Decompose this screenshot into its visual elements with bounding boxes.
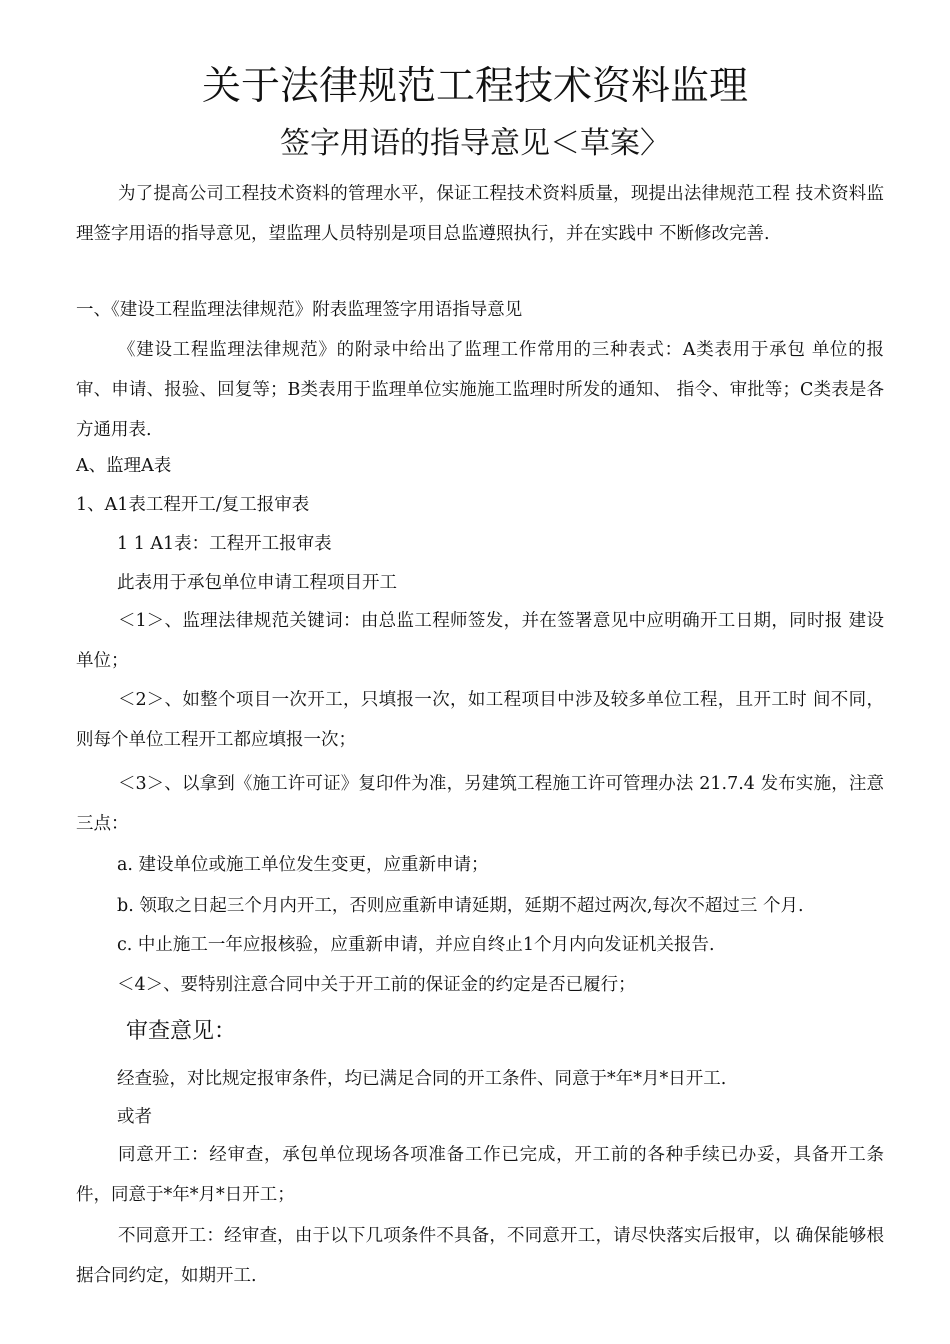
review-disagree: 不同意开工：经审查，由于以下几项条件不具备，不同意开工，请尽快落实后报审，以 确保能够根据合同约定，如期开工. xyxy=(76,1226,884,1286)
a1-table-heading: 1、A1表工程开工/复工报审表 xyxy=(76,495,310,515)
review-text-1: 经查验，对比规定报审条件，均已满足合同的开工条件、同意于*年*月*日开工. xyxy=(117,1069,727,1089)
point-3-c: c. 中止施工一年应报核验，应重新申请，并应自终止1个月内向发证机关报告. xyxy=(117,935,715,955)
section-1-heading: 一、《建设工程监理法律规范》附表监理签字用语指导意见 xyxy=(76,300,523,320)
a1-sub-heading: 1 1 A1表：工程开工报审表 xyxy=(117,534,332,554)
a1-usage: 此表用于承包单位申请工程项目开工 xyxy=(117,573,397,593)
review-heading: 审查意见： xyxy=(126,1019,237,1044)
section-1-body: 《建设工程监理法律规范》的附录中给出了监理工作常用的三种表式：A类表用于承包 单位的报审、申请、报验、回复等；B类表用于监理单位实施施工监理时所发的通知、 指令、审批等；C类表是各方通用表. xyxy=(76,340,884,440)
intro-paragraph: 为了提高公司工程技术资料的管理水平，保证工程技术资料质量，现提出法律规范工程 技术资料监理签字用语的指导意见，望监理人员特别是项目总监遵照执行，并在实践中 不断修改完善. xyxy=(76,184,884,244)
review-or: 或者 xyxy=(117,1107,152,1127)
point-1: ＜1＞、监理法律规范关键词：由总监工程师签发，并在签署意见中应明确开工日期，同时报 建设单位； xyxy=(76,611,884,671)
point-4: ＜4＞、要特别注意合同中关于开工前的保证金的约定是否已履行； xyxy=(117,975,636,995)
review-agree: 同意开工：经审查，承包单位现场各项准备工作已完成，开工前的各种手续已办妥，具备开工条件，同意于*年*月*日开工； xyxy=(76,1145,884,1205)
point-3: ＜3＞、以拿到《施工许可证》复印件为准，另建筑工程施工许可管理办法 21.7.4 发布实施，注意三点： xyxy=(76,774,884,834)
document-subtitle: 签字用语的指导意见＜草案〉 xyxy=(280,126,670,161)
point-3-b: b. 领取之日起三个月内开工，否则应重新申请延期，延期不超过两次,每次不超过三 个月. xyxy=(117,896,804,916)
document-title: 关于法律规范工程技术资料监理 xyxy=(201,64,748,109)
a-table-heading: A、监理A表 xyxy=(76,456,172,476)
point-2: ＜2＞、如整个项目一次开工，只填报一次，如工程项目中涉及较多单位工程，且开工时 间不同，则每个单位工程开工都应填报一次； xyxy=(76,690,884,750)
point-3-a: a. 建设单位或施工单位发生变更，应重新申请； xyxy=(117,855,489,875)
